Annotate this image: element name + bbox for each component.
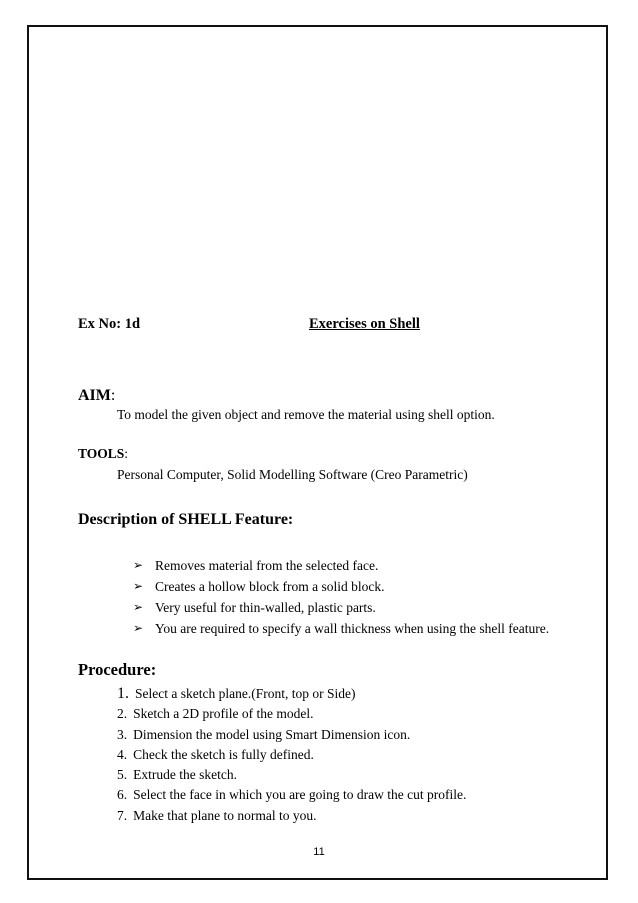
- procedure-step: [117, 765, 466, 785]
- procedure-step: [117, 785, 466, 805]
- aim-label: AIM: [78, 387, 111, 404]
- step-number: 4.: [117, 746, 128, 762]
- arrow-bullet-icon: ➢: [133, 600, 144, 614]
- procedure-step: [117, 806, 466, 826]
- procedure-step: [117, 704, 466, 724]
- step-text: Check the sketch is fully defined.: [133, 746, 314, 762]
- step-text: Select the face in which you are going to draw the cut profile.: [133, 787, 467, 803]
- step-number: 2.: [117, 706, 128, 722]
- step-text: Extrude the sketch.: [133, 767, 237, 783]
- aim-text: To model the given object and remove the material using shell option.: [117, 407, 495, 422]
- list-item: [133, 576, 563, 597]
- procedure-heading: Procedure:: [78, 660, 157, 679]
- list-item-text: Very useful for thin-walled, plastic parts.: [155, 600, 376, 615]
- step-text: Select a sketch plane.(Front, top or Side): [135, 686, 356, 701]
- exercise-number: Ex No: 1d: [78, 316, 141, 332]
- step-text: Dimension the model using Smart Dimension icon.: [133, 726, 411, 742]
- exercise-title: Exercises on Shell: [309, 316, 420, 332]
- list-item-text: Removes material from the selected face.: [155, 558, 379, 573]
- procedure-step: [117, 725, 466, 745]
- tools-text: Personal Computer, Solid Modelling Software (Creo Parametric): [117, 467, 468, 482]
- list-item: [133, 618, 563, 639]
- step-text: Make that plane to normal to you.: [133, 807, 317, 823]
- description-heading: Description of SHELL Feature:: [78, 511, 294, 528]
- procedure-step: [117, 684, 466, 704]
- arrow-bullet-icon: ➢: [133, 579, 144, 593]
- arrow-bullet-icon: ➢: [133, 621, 144, 635]
- step-number: 5.: [117, 767, 128, 783]
- aim-heading: [78, 387, 115, 405]
- description-list: [133, 555, 563, 639]
- step-number: 1.: [117, 685, 129, 702]
- tools-heading: [78, 446, 128, 462]
- page-number: 11: [313, 846, 325, 858]
- step-text: Sketch a 2D profile of the model.: [133, 706, 314, 722]
- procedure-steps: [117, 684, 466, 826]
- step-number: 3.: [117, 726, 128, 742]
- arrow-bullet-icon: ➢: [133, 558, 144, 572]
- list-item-text: Creates a hollow block from a solid block.: [155, 579, 385, 594]
- step-number: 7.: [117, 807, 128, 823]
- list-item: [133, 555, 563, 576]
- tools-label: TOOLS: [78, 446, 125, 461]
- tools-suffix: :: [124, 446, 129, 461]
- list-item: [133, 597, 563, 618]
- list-item-text: You are required to specify a wall thickness when using the shell feature.: [155, 621, 550, 636]
- step-number: 6.: [117, 787, 128, 803]
- aim-suffix: :: [110, 387, 116, 404]
- procedure-step: [117, 745, 466, 765]
